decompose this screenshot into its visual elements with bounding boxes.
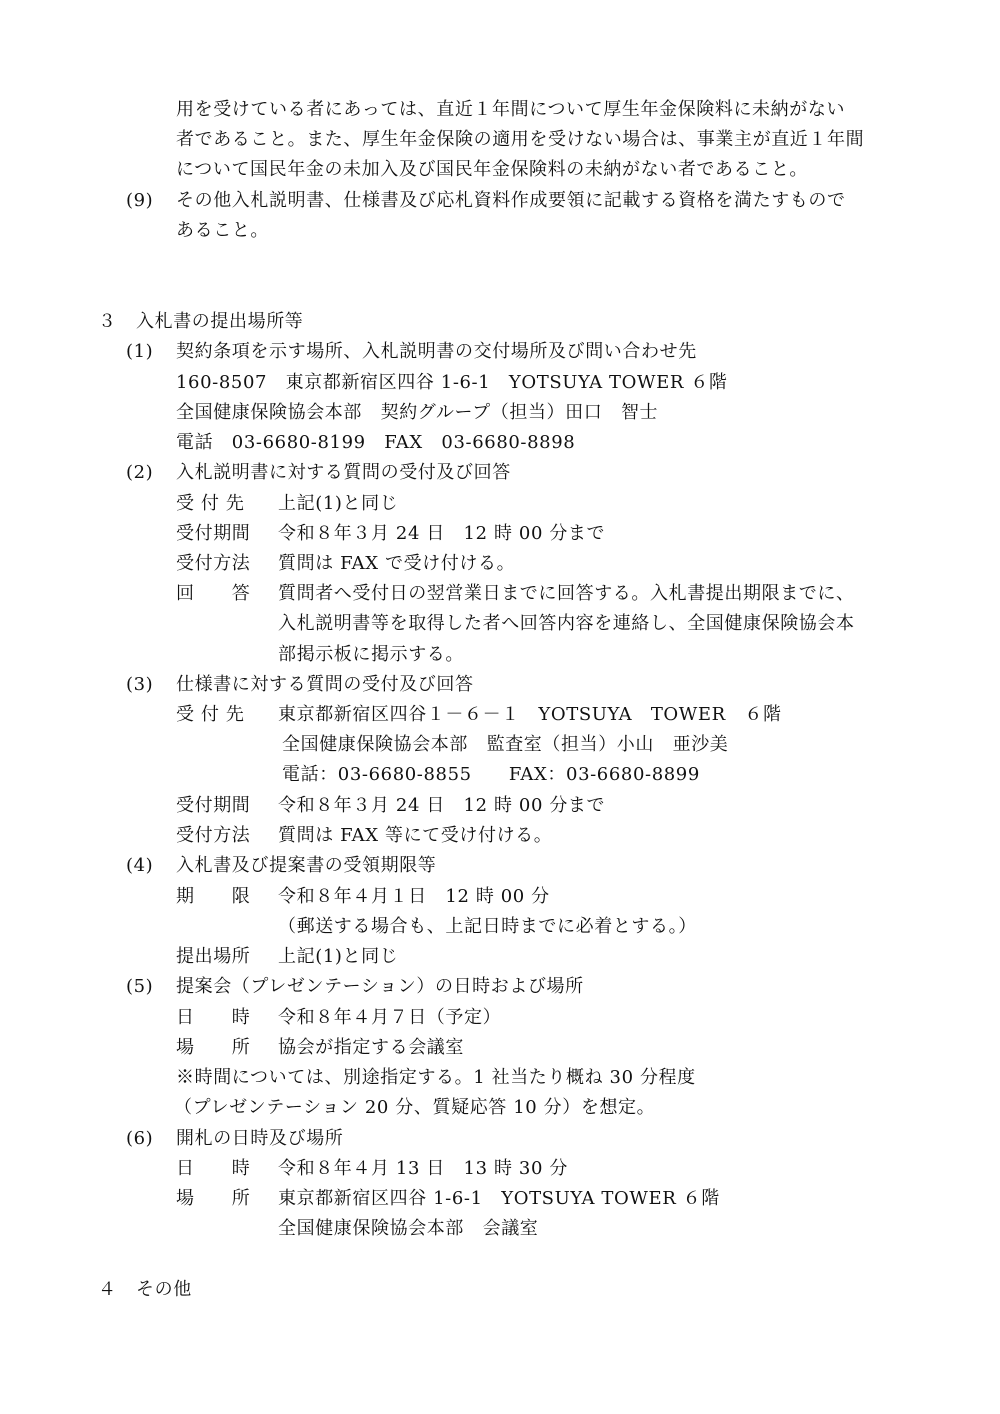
s3-item2-row-period: [176, 522, 605, 546]
section3-number: ３: [98, 311, 117, 332]
row-value: 令和８年３月 24 日 12 時 00 分まで: [278, 795, 606, 816]
s3-item5-title: 提案会（プレゼンテーション）の日時および場所: [176, 976, 584, 997]
s3-item3-reception-org: 全国健康保険協会本部 監査室（担当）小山 亜沙美: [282, 734, 729, 755]
s3-item4-number: (4): [126, 855, 154, 876]
s3-item2-answer-cont-1: 入札説明書等を取得した者へ回答内容を連絡し、全国健康保険協会本: [278, 613, 855, 634]
row-label: 期 限: [176, 886, 251, 907]
s3-item2-row-answer: [176, 582, 855, 606]
row-label: 日 時: [176, 1158, 251, 1179]
continuation-line-3: について国民年金の未加入及び国民年金保険料の未納がない者であること。: [176, 159, 809, 180]
s3-item1-phone: 電話 03-6680-8199 FAX 03-6680-8898: [176, 432, 576, 453]
s3-item5-note-1: ※時間については、別途指定する。1 社当たり概ね 30 分程度: [176, 1067, 696, 1088]
s3-item2-number: (2): [126, 462, 154, 483]
row-label: 場 所: [176, 1188, 251, 1209]
section4-heading: [98, 1278, 192, 1302]
s3-item5-number: (5): [126, 976, 154, 997]
s3-item5-row-place: [176, 1036, 464, 1060]
row-value: 協会が指定する会議室: [278, 1037, 464, 1058]
item9-line-2: あること。: [176, 220, 269, 241]
s3-item6-title: 開札の日時及び場所: [176, 1128, 344, 1149]
row-label: 提出場所: [176, 946, 251, 967]
row-value: 東京都新宿区四谷１－６－１ YOTSUYA TOWER ６階: [278, 704, 782, 725]
s3-item2-row-reception: [176, 492, 398, 516]
row-label: 場 所: [176, 1037, 251, 1058]
s3-item5-note-2: （プレゼンテーション 20 分、質疑応答 10 分）を想定。: [174, 1097, 656, 1118]
s3-item1-address: 160-8507 東京都新宿区四谷 1-6-1 YOTSUYA TOWER ６階: [176, 372, 728, 393]
item9-line-1: その他入札説明書、仕様書及び応札資料作成要領に記載する資格を満たすもので: [176, 190, 846, 211]
s3-item3-row-period: [176, 794, 605, 818]
row-value: 上記(1)と同じ: [278, 493, 399, 514]
row-value: 質問は FAX 等にて受け付ける。: [278, 825, 553, 846]
row-label: 受付方法: [176, 553, 251, 574]
continuation-line-2: 者であること。また、厚生年金保険の適用を受けない場合は、事業主が直近１年間: [176, 129, 865, 150]
s3-item6-number: (6): [126, 1128, 154, 1149]
s3-item4-title: 入札書及び提案書の受領期限等: [176, 855, 437, 876]
row-label: 受 付 先: [176, 704, 245, 725]
s3-item2-answer-cont-2: 部掲示板に掲示する。: [278, 644, 464, 665]
row-label: 受付期間: [176, 523, 251, 544]
row-value: 令和８年３月 24 日 12 時 00 分まで: [278, 523, 606, 544]
s3-item6-row-date: [176, 1157, 568, 1181]
row-label: 日 時: [176, 1007, 251, 1028]
row-value: 令和８年４月１日 12 時 00 分: [278, 886, 550, 907]
row-label: 受付期間: [176, 795, 251, 816]
section3-title: 入札書の提出場所等: [136, 311, 304, 332]
s3-item4-row-place: [176, 945, 398, 969]
row-value: 東京都新宿区四谷 1-6-1 YOTSUYA TOWER ６階: [278, 1188, 720, 1209]
s3-item6-place-cont: 全国健康保険協会本部 会議室: [278, 1218, 539, 1239]
row-label: 受付方法: [176, 825, 251, 846]
s3-item6-row-place: [176, 1187, 720, 1211]
s3-item2-row-method: [176, 552, 515, 576]
row-value: 令和８年４月７日（予定）: [278, 1007, 502, 1028]
s3-item3-reception-phone: 電話：03-6680-8855 FAX：03-6680-8899: [282, 764, 700, 785]
row-value: 質問者へ受付日の翌営業日までに回答する。入札書提出期限までに、: [278, 583, 855, 604]
section4-title: その他: [136, 1279, 192, 1300]
row-label: 回 答: [176, 583, 251, 604]
s3-item3-row-method: [176, 824, 552, 848]
row-value: 令和８年４月 13 日 13 時 30 分: [278, 1158, 568, 1179]
row-value: 上記(1)と同じ: [278, 946, 399, 967]
section3-heading: [98, 310, 303, 334]
s3-item3-number: (3): [126, 674, 154, 695]
s3-item1-org: 全国健康保険協会本部 契約グループ（担当）田口 智士: [176, 402, 659, 423]
row-value: 質問は FAX で受け付ける。: [278, 553, 516, 574]
s3-item1-title: 契約条項を示す場所、入札説明書の交付場所及び問い合わせ先: [176, 341, 697, 362]
continuation-line-1: 用を受けている者にあっては、直近１年間について厚生年金保険料に未納がない: [176, 99, 846, 120]
s3-item4-deadline-note: （郵送する場合も、上記日時までに必着とする。）: [278, 916, 697, 937]
item9-number: (9): [126, 190, 154, 211]
section4-number: ４: [98, 1279, 117, 1300]
row-label: 受 付 先: [176, 493, 245, 514]
s3-item2-title: 入札説明書に対する質問の受付及び回答: [176, 462, 511, 483]
s3-item5-row-date: [176, 1006, 501, 1030]
s3-item4-row-deadline: [176, 885, 550, 909]
s3-item3-row-reception: [176, 703, 782, 727]
s3-item1-number: (1): [126, 341, 154, 362]
s3-item3-title: 仕様書に対する質問の受付及び回答: [176, 674, 474, 695]
